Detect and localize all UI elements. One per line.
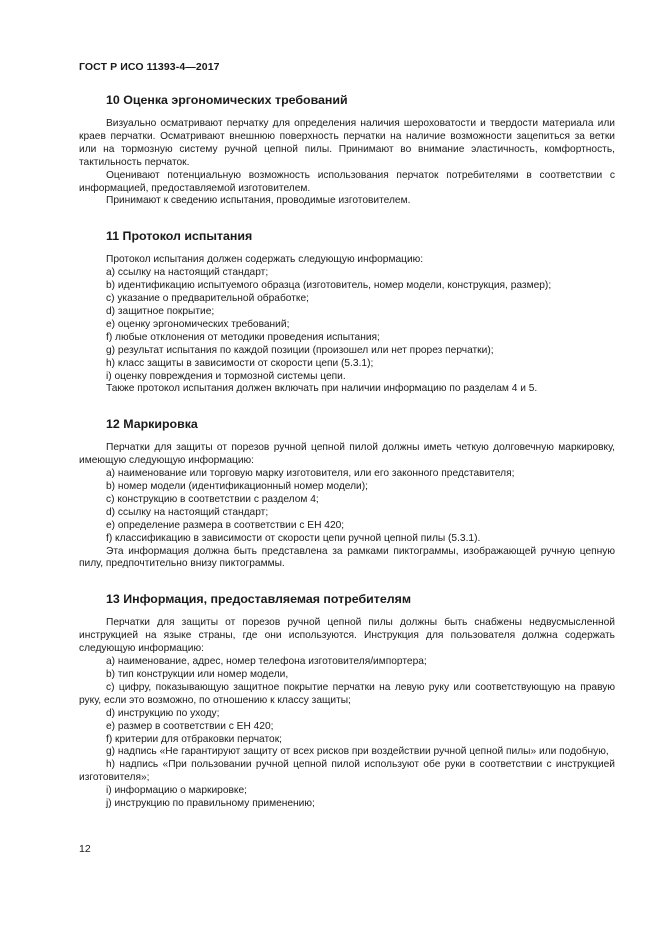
section-13 — [79, 590, 615, 811]
list-item: c) цифру, показывающую защитное покрытие перчатки на левую руку или соответствующую на правую руку, если это возможно, по отношению к классу защиты; — [79, 681, 615, 706]
list-item: j) инструкцию по правильному применению; — [106, 798, 315, 810]
list-item: b) идентификацию испытуемого образца (изготовитель, номер модели, конструкция, размер); — [106, 280, 552, 292]
section-12 — [79, 415, 615, 571]
section-11 — [79, 227, 615, 396]
standard-id-header: ГОСТ Р ИСО 11393-4—2017 — [79, 61, 220, 73]
page-number: 12 — [79, 843, 91, 855]
list-item: b) номер модели (идентификационный номер модели); — [106, 481, 368, 493]
list-item: i) информацию о маркировке; — [106, 785, 247, 797]
list-item: d) ссылку на настоящий стандарт; — [106, 506, 269, 518]
list-item: i) оценку повреждения и тормозной системы цепи. — [106, 370, 346, 382]
list-item: a) наименование, адрес, номер телефона изготовителя/импортера; — [106, 656, 427, 668]
paragraph: Эта информация должна быть представлена за рамками пиктограммы, изображающей ручную цепную пилу, предпочтительно внизу пиктограммы. — [79, 545, 615, 570]
list-item: h) класс защиты в зависимости от скорости цепи (5.3.1); — [106, 357, 374, 369]
list-item: f) классификацию в зависимости от скорости цепи ручной цепной пилы (5.3.1). — [106, 532, 481, 544]
list-item: f) критерии для отбраковки перчаток; — [106, 733, 282, 745]
section-title: 13 Информация, предоставляемая потребителям — [106, 592, 412, 607]
list-item: d) инструкцию по уходу; — [106, 707, 220, 719]
list-item: e) размер в соответствии с ЕН 420; — [106, 720, 274, 732]
list-item: h) надпись «При пользовании ручной цепной пилой используют обе руки в соответствии с инструкцией изготовителя»; — [79, 759, 615, 784]
paragraph: Принимают к сведению испытания, проводимые изготовителем. — [106, 195, 411, 207]
list-item: c) указание о предварительной обработке; — [106, 293, 309, 305]
section-10 — [79, 91, 615, 208]
list-item: b) тип конструкции или номер модели, — [106, 669, 289, 680]
paragraph: Перчатки для защиты от порезов ручной цепной пилой должны иметь четкую долговечную маркировку, имеющую следующую информацию: — [79, 442, 615, 467]
section-title: 12 Маркировка — [106, 417, 198, 432]
paragraph: Протокол испытания должен содержать следующую информацию: — [106, 254, 424, 266]
list-item: e) оценку эргономических требований; — [106, 318, 290, 330]
list-item: f) любые отклонения от методики проведения испытания; — [106, 331, 380, 343]
document-body — [79, 91, 615, 830]
list-item: e) определение размера в соответствии с ЕН 420; — [106, 519, 345, 531]
paragraph: Перчатки для защиты от порезов ручной цепной пилы должны быть снабжены недвусмысленной инструкцией на языке страны, где они используются. Инструкция для пользователя должна содержать следующую информацию: — [79, 617, 615, 655]
list-item: a) ссылку на настоящий стандарт; — [106, 267, 269, 279]
paragraph: Также протокол испытания должен включать при наличии информацию по разделам 4 и 5. — [106, 383, 538, 395]
paragraph: Визуально осматривают перчатку для определения наличия шероховатости и твердости материала или краев перчатки. Осматривают внешнюю поверхность перчатки на наличие возможности зацепиться за ветки или на тормозную систему ручной цепной пилы. Принимают во внимание эластичность, комфортность, тактильность перчаток. — [79, 118, 615, 168]
list-item: c) конструкцию в соответствии с разделом 4; — [106, 493, 319, 505]
list-item: g) результат испытания по каждой позиции (произошел или нет прорез перчатки); — [106, 344, 494, 356]
list-item: a) наименование или торговую марку изготовителя, или его законного представителя; — [106, 468, 515, 480]
paragraph: Оценивают потенциальную возможность использования перчаток потребителями в соответствии с информацией, предоставляемой изготовителем. — [79, 169, 615, 194]
list-item: d) защитное покрытие; — [106, 305, 215, 317]
section-title: 10 Оценка эргономических требований — [106, 93, 348, 107]
list-item: g) надпись «Не гарантируют защиту от всех рисков при воздействии ручной цепной пилы» или подобную, — [106, 746, 609, 758]
section-title: 11 Протокол испытания — [106, 229, 253, 244]
